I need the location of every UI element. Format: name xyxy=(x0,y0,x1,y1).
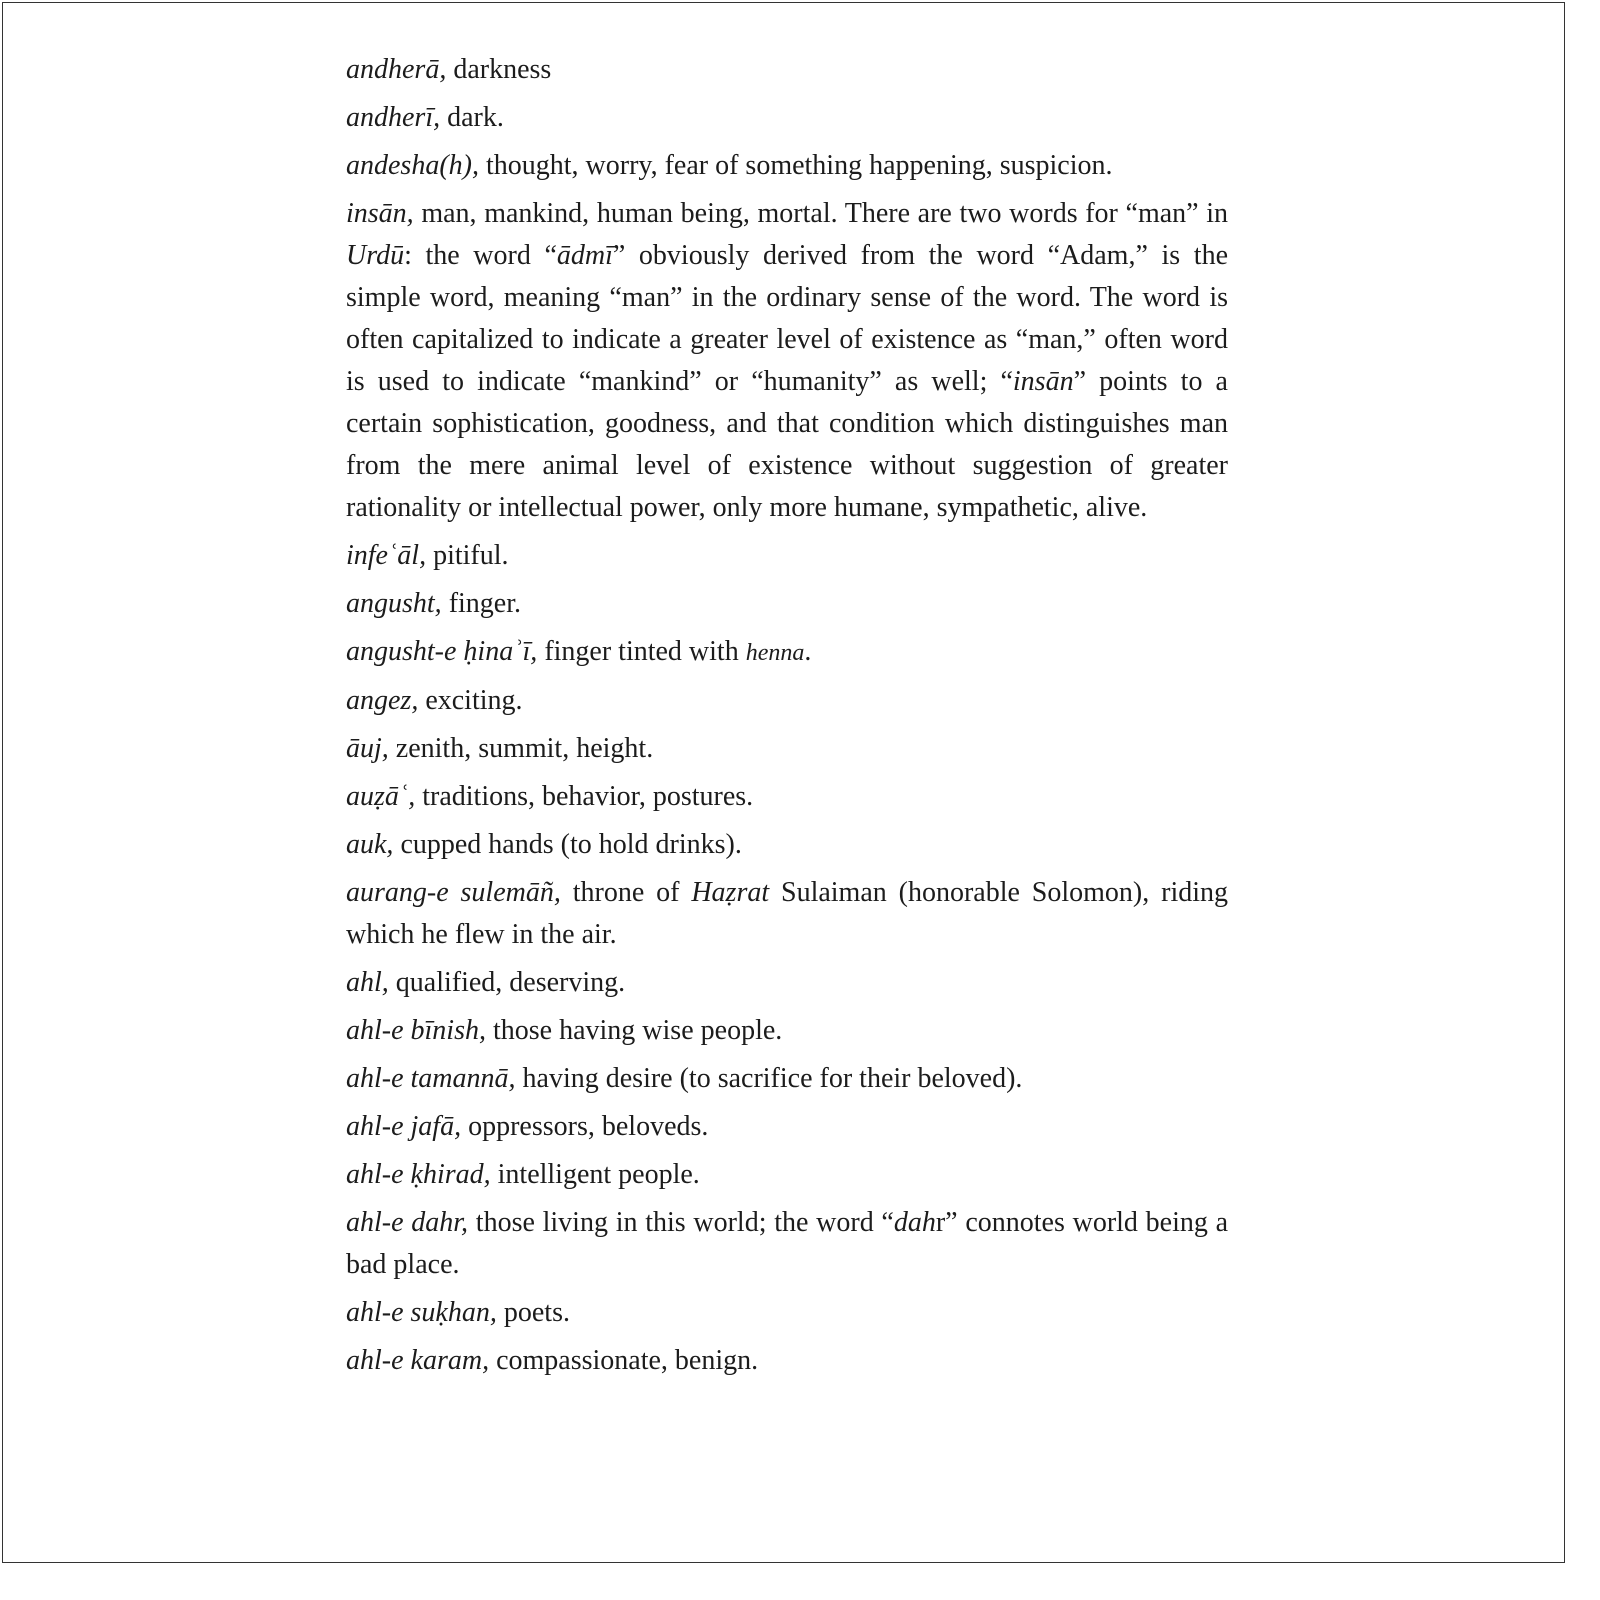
definition: finger. xyxy=(448,588,521,619)
definition-italic: insān xyxy=(1012,366,1074,397)
glossary-entry xyxy=(346,535,1228,577)
glossary-entry xyxy=(346,680,1228,722)
definition: : the word “ xyxy=(404,240,557,271)
glossary-entry xyxy=(346,1292,1228,1334)
headword: auk, xyxy=(346,829,394,860)
glossary-entry xyxy=(346,872,1228,956)
definition-italic: dah xyxy=(893,1207,936,1238)
definition: finger tinted with xyxy=(544,636,746,667)
glossary-entry xyxy=(346,1154,1228,1196)
definition: dark. xyxy=(447,102,504,133)
definition: cupped hands (to hold drinks). xyxy=(400,829,742,860)
definition: ” obviously derived from the word “Adam,” is the simple word, meaning “man” in the ordinary sense of the word. The word is often capitalized to indicate a greater level of existence as “man,” often word is used to indicate “mankind” or “humanity” as well; “ xyxy=(346,240,1228,397)
glossary-entry xyxy=(346,49,1228,91)
headword: angez, xyxy=(346,685,419,716)
definition: qualified, deserving. xyxy=(395,967,626,998)
glossary-entries xyxy=(346,49,1228,1388)
headword: ahl-e ḳhirad, xyxy=(346,1159,491,1190)
definition: throne of xyxy=(572,877,692,908)
document-page xyxy=(2,2,1565,1563)
headword: andherī, xyxy=(346,102,441,133)
definition: having desire (to sacrifice for their beloved). xyxy=(522,1063,1023,1094)
headword: angusht, xyxy=(346,588,442,619)
glossary-entry xyxy=(346,1058,1228,1100)
glossary-entry xyxy=(346,97,1228,139)
definition-italic: ādmī xyxy=(556,240,613,271)
definition-italic: henna xyxy=(745,640,805,666)
definition: traditions, behavior, postures. xyxy=(422,781,754,812)
headword: ahl-e suḳhan, xyxy=(346,1297,497,1328)
glossary-entry xyxy=(346,824,1228,866)
definition: oppressors, beloveds. xyxy=(468,1111,709,1142)
headword: ahl-e bīnish, xyxy=(346,1015,486,1046)
glossary-entry xyxy=(346,1010,1228,1052)
headword: ahl, xyxy=(346,967,389,998)
headword: ahl-e karam, xyxy=(346,1345,490,1376)
definition-italic: Haẓrat xyxy=(691,877,770,908)
definition: Sulaiman (honorable Solomon), riding which he flew in the air. xyxy=(346,877,1228,950)
headword: āuj, xyxy=(346,733,389,764)
definition: ” points to a certain sophistication, goodness, and that condition which distinguishes man from the mere animal level of existence without suggestion of greater rationality or intellectual power, only more humane, sympathetic, alive. xyxy=(346,366,1228,523)
headword: infeʿāl, xyxy=(346,540,427,571)
definition: r” connotes world being a bad place. xyxy=(346,1207,1229,1280)
glossary-entry xyxy=(346,583,1228,625)
definition: those living in this world; the word “ xyxy=(475,1207,894,1238)
glossary-entry xyxy=(346,1106,1228,1148)
definition: thought, worry, fear of something happening, suspicion. xyxy=(485,150,1113,181)
definition: compassionate, benign. xyxy=(496,1345,759,1376)
headword: angusht-e ḥinaʾī, xyxy=(346,636,538,667)
definition: zenith, summit, height. xyxy=(395,733,654,764)
headword: ahl-e dahr, xyxy=(346,1207,469,1238)
headword: andesha(h), xyxy=(346,150,479,181)
headword: auẓāʿ, xyxy=(346,781,416,812)
definition: poets. xyxy=(503,1297,570,1328)
definition: intelligent people. xyxy=(497,1159,700,1190)
definition: exciting. xyxy=(425,685,523,716)
glossary-entry xyxy=(346,962,1228,1004)
headword: ahl-e jafā, xyxy=(346,1111,462,1142)
glossary-entry xyxy=(346,1202,1228,1286)
glossary-entry xyxy=(346,631,1228,674)
glossary-entry xyxy=(346,145,1228,187)
headword: aurang-e sulemāñ, xyxy=(346,877,561,908)
headword: andherā, xyxy=(346,54,447,85)
definition: those having wise people. xyxy=(493,1015,783,1046)
definition: man, mankind, human being, mortal. There are two words for “man” in xyxy=(421,198,1229,229)
definition: darkness xyxy=(453,54,552,85)
headword: ahl-e tamannā, xyxy=(346,1063,516,1094)
glossary-entry xyxy=(346,776,1228,818)
headword: insān, xyxy=(346,198,414,229)
definition-italic: Urdū xyxy=(346,240,405,271)
definition: pitiful. xyxy=(433,540,509,571)
glossary-entry xyxy=(346,1340,1228,1382)
glossary-entry xyxy=(346,193,1228,529)
glossary-entry xyxy=(346,728,1228,770)
definition: . xyxy=(804,636,812,667)
